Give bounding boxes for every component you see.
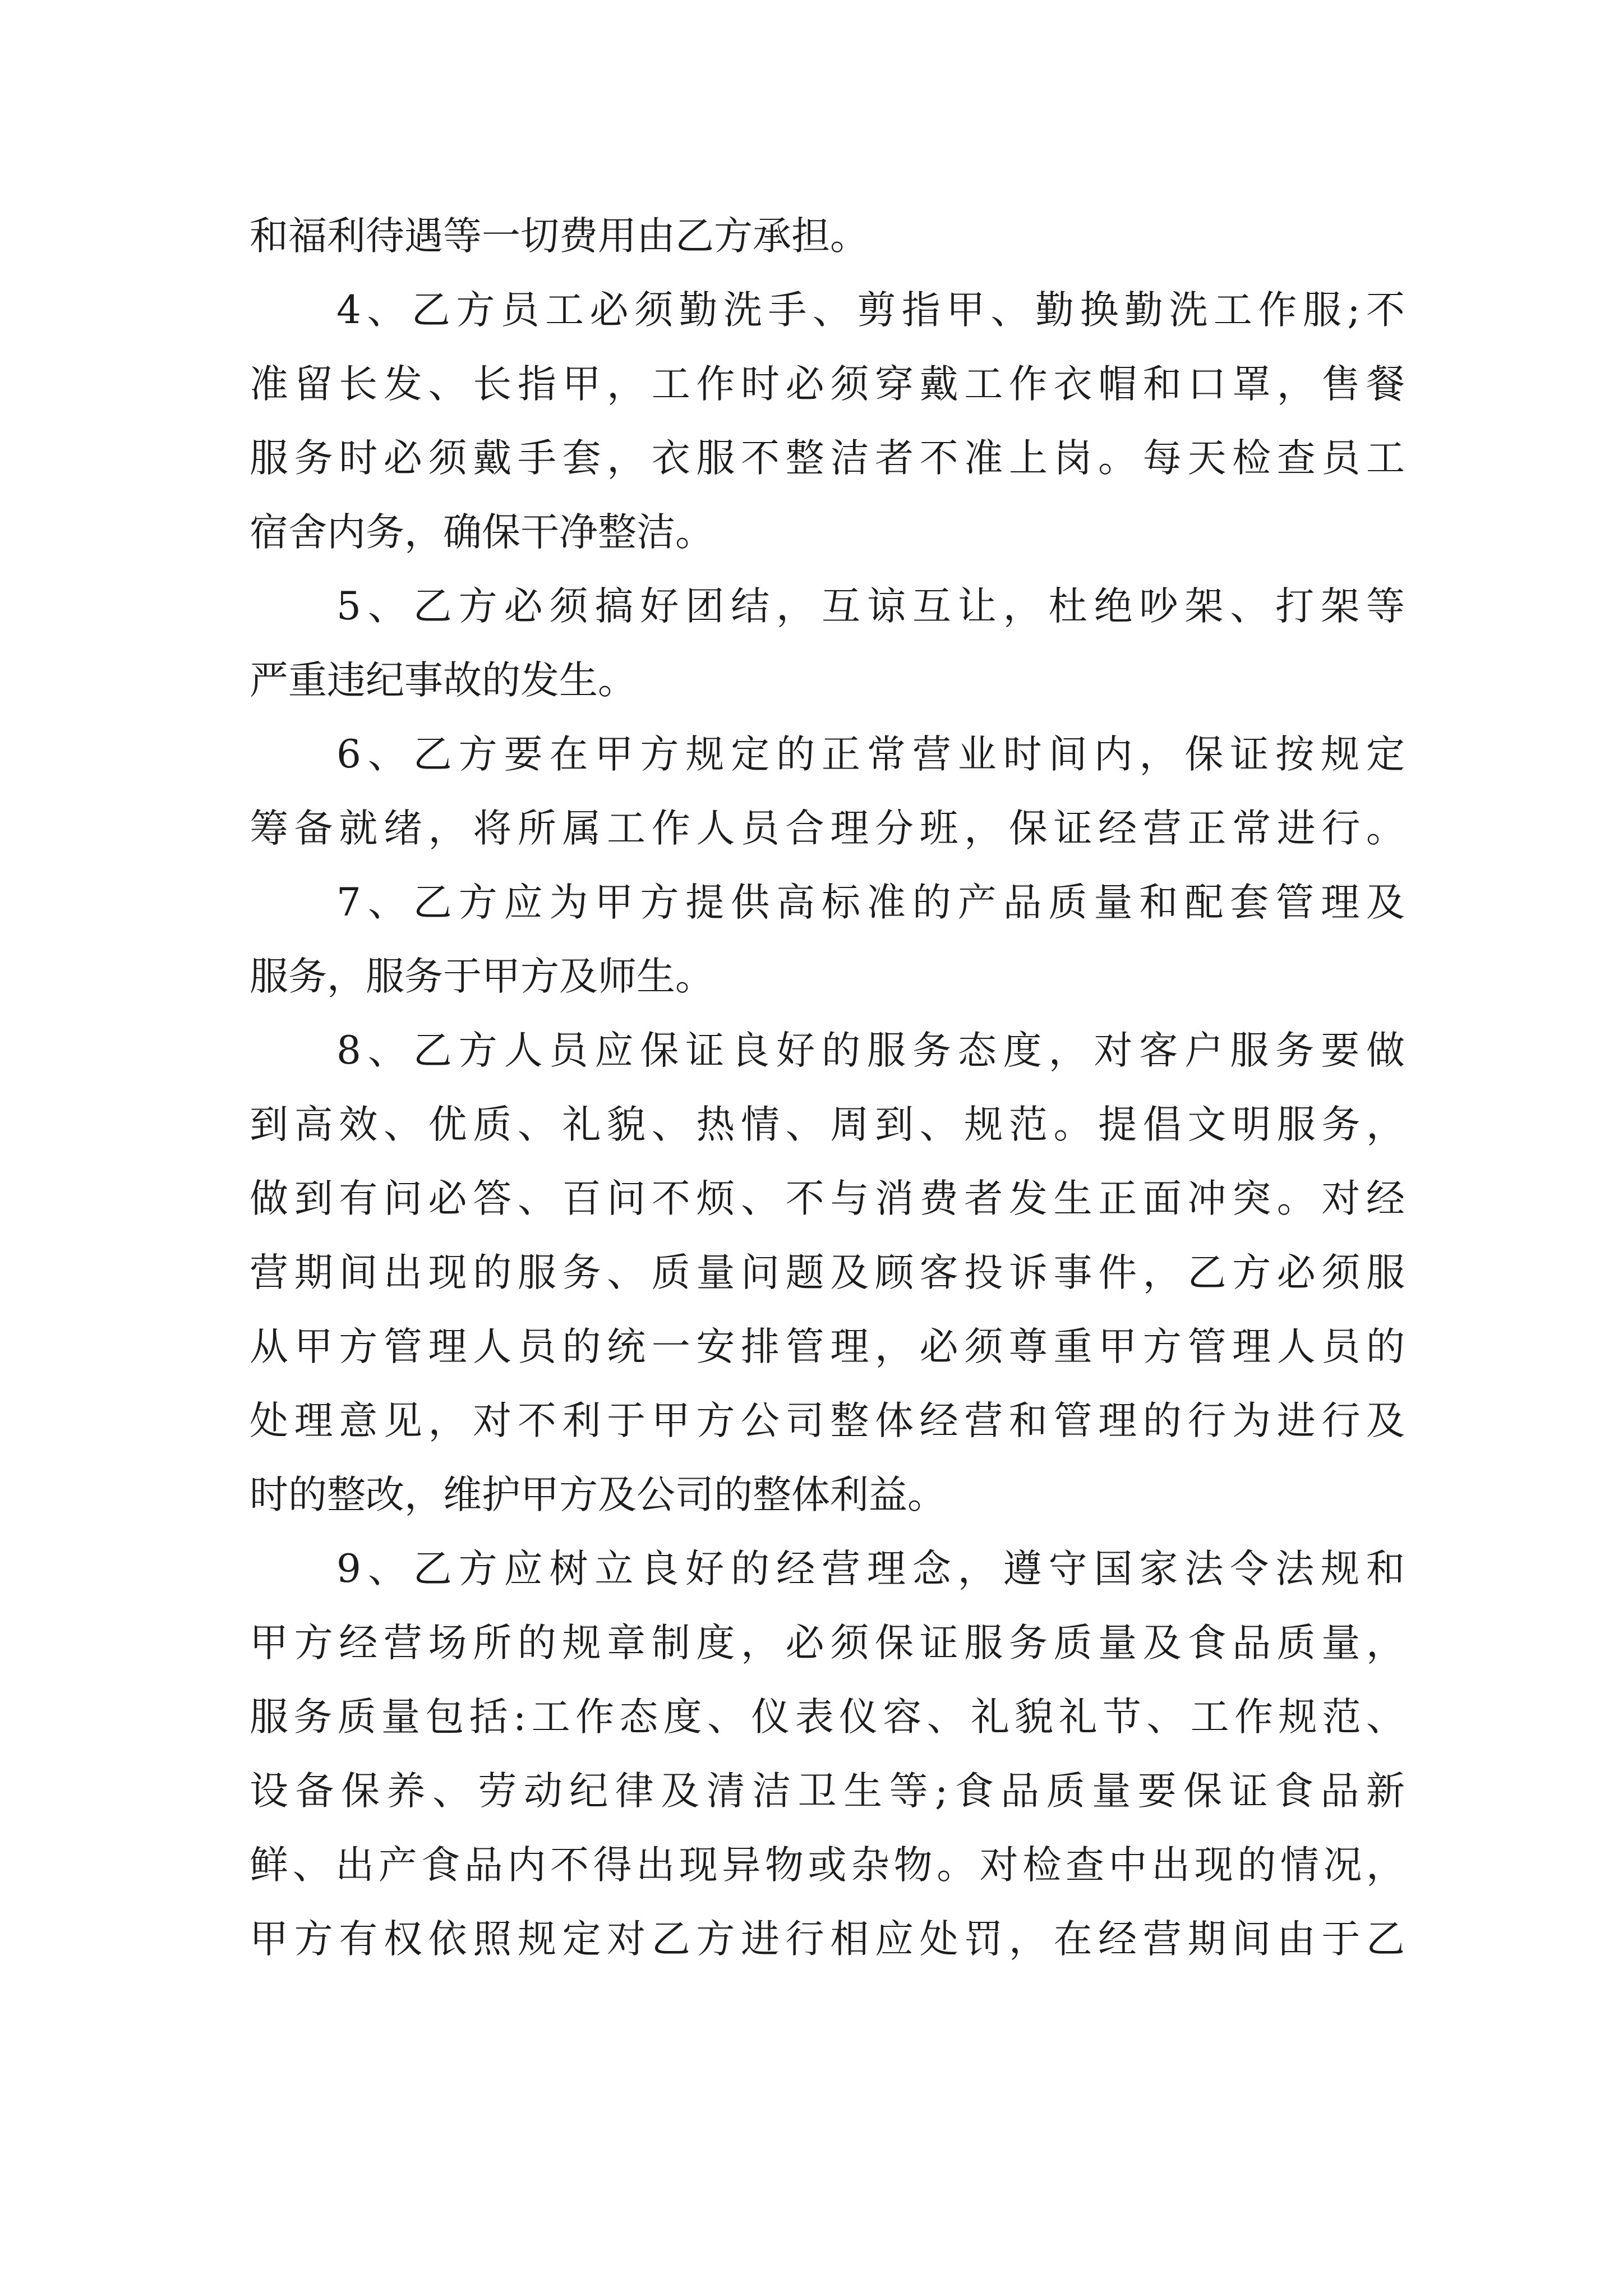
- text-line: 7、乙方应为甲方提供高标准的产品质量和配套管理及: [336, 880, 1405, 925]
- text-line: 营期间出现的服务、质量问题及顾客投诉事件，乙方必须服: [250, 1250, 1405, 1295]
- text-line: 时的整改，维护甲方及公司的整体利益。: [250, 1473, 946, 1517]
- text-line: 服务时必须戴手套，衣服不整洁者不准上岗。每天检查员工: [250, 436, 1405, 481]
- text-line: 甲方有权依照规定对乙方进行相应处罚，在经营期间由于乙: [250, 1917, 1405, 1962]
- text-line: 和福利待遇等一切费用由乙方承担。: [250, 214, 869, 259]
- text-line: 宿舍内务，确保干净整洁。: [250, 510, 714, 555]
- text-line: 8、乙方人员应保证良好的服务态度，对客户服务要做: [336, 1028, 1405, 1073]
- text-line: 从甲方管理人员的统一安排管理，必须尊重甲方管理人员的: [250, 1324, 1405, 1369]
- text-line: 5、乙方必须搞好团结，互谅互让，杜绝吵架、打架等: [336, 584, 1405, 629]
- text-line: 甲方经营场所的规章制度，必须保证服务质量及食品质量，: [250, 1621, 1405, 1665]
- text-line: 6、乙方要在甲方规定的正常营业时间内，保证按规定: [336, 732, 1405, 777]
- text-line: 做到有问必答、百问不烦、不与消费者发生正面冲突。对经: [250, 1176, 1405, 1221]
- text-line: 服务，服务于甲方及师生。: [250, 954, 714, 999]
- text-line: 设备保养、劳动纪律及清洁卫生等;食品质量要保证食品新: [250, 1769, 1405, 1814]
- text-line: 准留长发、长指甲，工作时必须穿戴工作衣帽和口罩，售餐: [250, 362, 1405, 407]
- text-line: 4、乙方员工必须勤洗手、剪指甲、勤换勤洗工作服;不: [336, 288, 1405, 333]
- text-line: 处理意见，对不利于甲方公司整体经营和管理的行为进行及: [250, 1398, 1405, 1443]
- text-line: 9、乙方应树立良好的经营理念，遵守国家法令法规和: [336, 1547, 1405, 1591]
- text-line: 严重违纪事故的发生。: [250, 658, 637, 703]
- text-line: 筹备就绪，将所属工作人员合理分班，保证经营正常进行。: [250, 806, 1405, 851]
- text-line: 鲜、出产食品内不得出现异物或杂物。对检查中出现的情况，: [250, 1843, 1405, 1888]
- text-line: 服务质量包括:工作态度、仪表仪容、礼貌礼节、工作规范、: [250, 1695, 1405, 1740]
- document-body: [250, 199, 1405, 1976]
- text-line: 到高效、优质、礼貌、热情、周到、规范。提倡文明服务，: [250, 1102, 1405, 1147]
